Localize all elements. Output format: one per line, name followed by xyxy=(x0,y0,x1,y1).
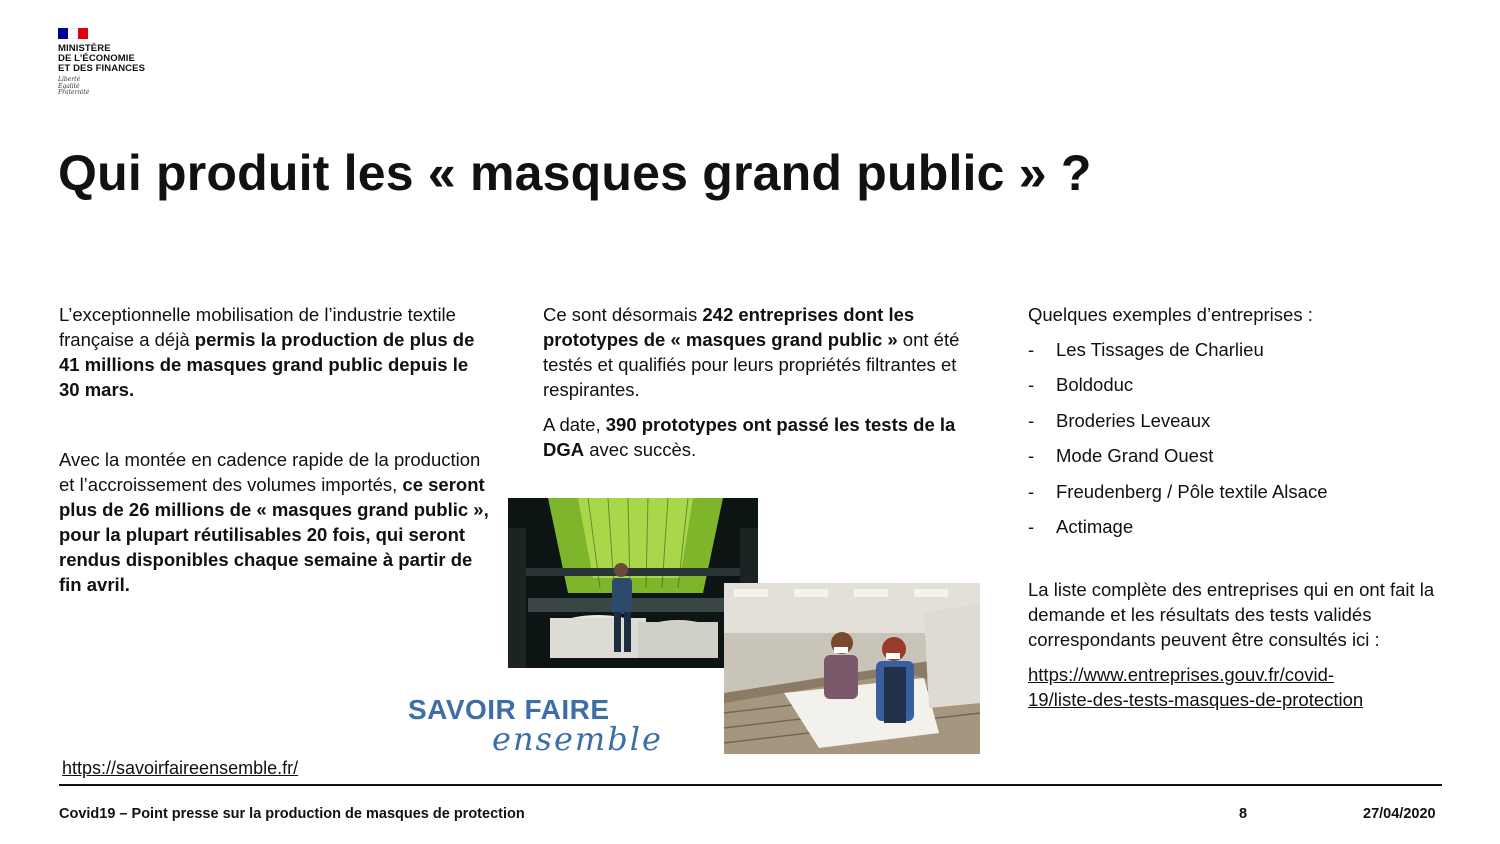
production-column xyxy=(59,302,489,597)
textile-workers-photo xyxy=(724,583,980,754)
list-item: - Freudenberg / Pôle textile Alsace xyxy=(1028,480,1328,502)
footer-date: 27/04/2020 xyxy=(1363,806,1436,822)
ministry-logo xyxy=(58,28,178,97)
footer-title: Covid19 – Point presse sur la production de masques de protection xyxy=(59,806,525,822)
list-item: - Broderies Leveaux xyxy=(1028,409,1211,431)
page-number: 8 xyxy=(1239,806,1248,822)
footer-divider xyxy=(59,784,1442,786)
examples-intro: Quelques exemples d’entreprises : xyxy=(1028,304,1313,325)
page-title: Qui produit les « masques grand public » ? xyxy=(58,145,1092,201)
capacity-paragraph: Avec la montée en cadence rapide de la production et l’accroissement des volumes importés, ce seront plus de 26 millions de « masques grand public », pour la plupart réutilisables 20 fois, qui seront rendus disponibles chaque semaine à partir de fin avril. xyxy=(59,449,489,595)
list-item: - Actimage xyxy=(1028,515,1134,537)
french-flag-icon xyxy=(58,28,88,39)
company-list xyxy=(1028,337,1448,549)
ministry-name: MINISTÈRE DE L'ÉCONOMIE ET DES FINANCES xyxy=(58,43,146,74)
republic-motto: Liberté Égalité Fraternité xyxy=(58,76,90,96)
list-item: - Mode Grand Ouest xyxy=(1028,445,1214,467)
list-item: - Boldoduc xyxy=(1028,374,1134,396)
list-item: - Les Tissages de Charlieu xyxy=(1028,339,1264,360)
prototypes-column xyxy=(543,302,973,462)
savoir-faire-link[interactable]: https://savoirfaireensemble.fr/ xyxy=(62,758,299,778)
savoir-faire-ensemble-logo: SAVOIR FAIRE ensemble xyxy=(408,694,663,758)
tests-list-link[interactable] xyxy=(1028,662,1448,712)
tests-list-link-line2[interactable]: 19/liste-des-tests-masques-de-protection xyxy=(1028,689,1364,711)
full-list-paragraph: La liste complète des entreprises qui en ont fait la demande et les résultats des tests validés correspondants peuvent être consultés ici : xyxy=(1028,579,1435,651)
dga-tests-paragraph: A date, 390 prototypes ont passé les tests de la DGA avec succès. xyxy=(543,414,956,460)
examples-column xyxy=(1028,302,1448,712)
tests-list-link-line1[interactable]: https://www.entreprises.gouv.fr/covid- xyxy=(1028,664,1335,686)
textile-loom-photo xyxy=(508,498,758,668)
production-paragraph: L’exceptionnelle mobilisation de l’industrie textile française a déjà permis la production de plus de 41 millions de masques grand public depuis le 30 mars. xyxy=(59,304,475,400)
companies-tested-paragraph: Ce sont désormais 242 entreprises dont les prototypes de « masques grand public » ont été testés et qualifiés pour leurs propriétés filtrantes et respirantes. xyxy=(543,304,960,400)
